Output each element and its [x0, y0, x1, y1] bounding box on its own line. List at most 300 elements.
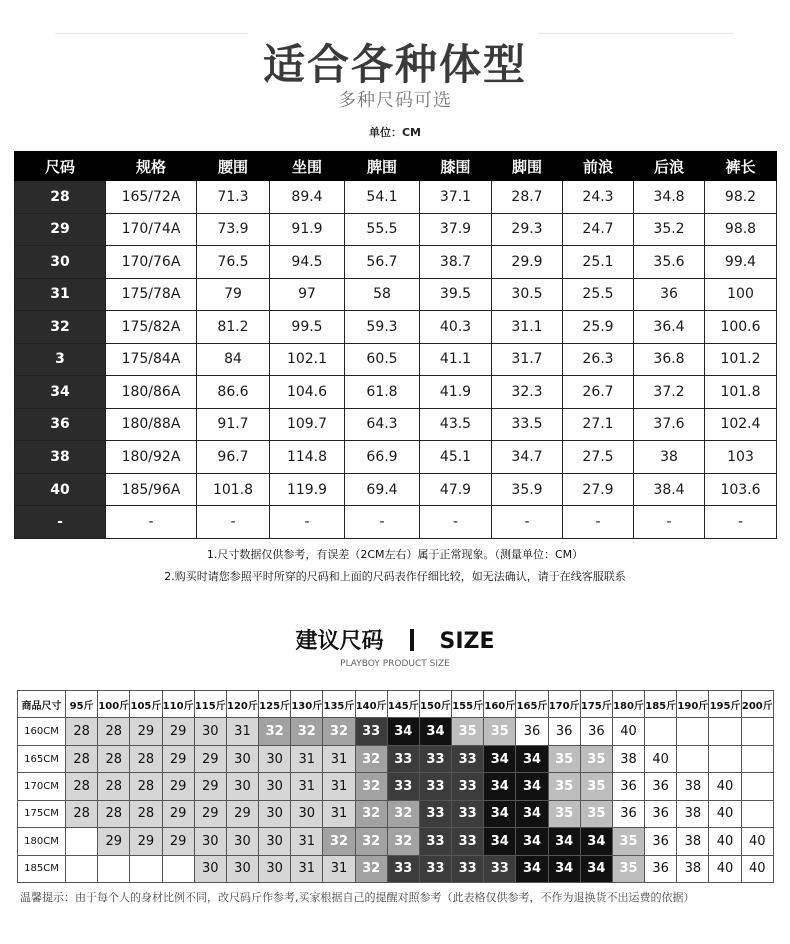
- recommend-cell: 33: [452, 773, 484, 800]
- recommend-cell: 33: [419, 773, 451, 800]
- measure-cell: 170/74A: [106, 213, 197, 246]
- recommend-cell: 29: [130, 718, 162, 745]
- measure-cell: 59.3: [345, 311, 420, 344]
- recommend-cell: 36: [612, 773, 644, 800]
- height-label: 175CM: [18, 800, 66, 827]
- recommend-cell: 36: [645, 773, 677, 800]
- measure-cell: 102.4: [705, 408, 777, 441]
- measure-cell: 180/88A: [106, 408, 197, 441]
- size-cell: 30: [15, 246, 106, 279]
- recommend-cell: 35: [452, 718, 484, 745]
- recommend-cell: 34: [484, 828, 516, 855]
- measure-cell: 101.2: [705, 343, 777, 376]
- recommend-cell: 40: [741, 855, 773, 882]
- measure-cell: 98.2: [705, 181, 777, 214]
- measure-cell: 104.6: [270, 376, 345, 409]
- measure-cell: 165/72A: [106, 181, 197, 214]
- measure-cell: 91.9: [270, 213, 345, 246]
- size-col-header: 膝围: [420, 152, 492, 181]
- recommend-title-en: SIZE: [439, 629, 495, 654]
- measure-cell: 103.6: [705, 473, 777, 506]
- weight-header: 95斤: [66, 691, 98, 718]
- measure-cell: 99.4: [705, 246, 777, 279]
- recommend-table: [17, 690, 774, 883]
- recommend-cell: 35: [580, 745, 612, 772]
- measure-cell: 100.6: [705, 311, 777, 344]
- recommend-cell: 32: [355, 800, 387, 827]
- weight-header: 110斤: [162, 691, 194, 718]
- weight-header: 130斤: [291, 691, 323, 718]
- recommend-cell: 32: [387, 828, 419, 855]
- measure-cell: 69.4: [345, 473, 420, 506]
- measure-cell: 37.9: [420, 213, 492, 246]
- weight-header: 195斤: [709, 691, 741, 718]
- measure-cell: 100: [705, 278, 777, 311]
- recommend-cell: 34: [387, 718, 419, 745]
- size-cell: 29: [15, 213, 106, 246]
- measure-cell: 114.8: [270, 441, 345, 474]
- measure-cell: 180/86A: [106, 376, 197, 409]
- recommend-cell: 28: [98, 773, 130, 800]
- recommend-cell: 34: [484, 745, 516, 772]
- recommend-cell: [677, 718, 709, 745]
- recommend-cell: 31: [323, 855, 355, 882]
- measure-cell: 27.1: [563, 408, 634, 441]
- recommend-cell: 33: [355, 718, 387, 745]
- measure-cell: 35.2: [634, 213, 705, 246]
- recommend-cell: 29: [194, 773, 226, 800]
- size-cell: 40: [15, 473, 106, 506]
- weight-header: 100斤: [98, 691, 130, 718]
- size-col-header: 尺码: [15, 152, 106, 181]
- recommend-cell: 36: [516, 718, 548, 745]
- recommend-cell: 40: [709, 828, 741, 855]
- table-row: [15, 278, 777, 311]
- recommend-cell: 38: [677, 800, 709, 827]
- recommend-cell: 28: [98, 745, 130, 772]
- recommend-cell: [677, 745, 709, 772]
- recommend-cell: 36: [645, 800, 677, 827]
- recommend-cell: 30: [259, 828, 291, 855]
- recommend-cell: 33: [452, 855, 484, 882]
- measure-cell: 61.8: [345, 376, 420, 409]
- recommend-cell: 32: [323, 718, 355, 745]
- recommend-cell: 33: [419, 855, 451, 882]
- note-1: 1.尺寸数据仅供参考，有误差（2CM左右）属于正常现象。（测量单位：CM）: [206, 548, 584, 561]
- recommend-title: [0, 624, 790, 655]
- measure-cell: 30.5: [492, 278, 563, 311]
- size-col-header: 前浪: [563, 152, 634, 181]
- recommend-cell: 35: [548, 800, 580, 827]
- measure-cell: 27.9: [563, 473, 634, 506]
- recommend-cell: 35: [548, 773, 580, 800]
- recommend-cell: 28: [66, 745, 98, 772]
- recommend-cell: 28: [130, 773, 162, 800]
- measure-cell: -: [705, 506, 777, 539]
- recommend-cell: 36: [548, 718, 580, 745]
- recommend-cell: 33: [419, 828, 451, 855]
- measure-cell: 37.6: [634, 408, 705, 441]
- measure-cell: 102.1: [270, 343, 345, 376]
- recommend-cell: 40: [612, 718, 644, 745]
- recommend-cell: 34: [484, 800, 516, 827]
- recommend-title-cn: 建议尺码: [295, 629, 384, 654]
- recommend-cell: 36: [580, 718, 612, 745]
- table-row: [15, 213, 777, 246]
- recommend-cell: 38: [677, 828, 709, 855]
- recommend-cell: 35: [612, 855, 644, 882]
- height-label: 165CM: [18, 745, 66, 772]
- measure-cell: 94.5: [270, 246, 345, 279]
- table-row: [15, 473, 777, 506]
- table-row: [18, 800, 774, 827]
- measure-cell: 185/96A: [106, 473, 197, 506]
- recommend-cell: 40: [645, 745, 677, 772]
- recommend-cell: 34: [516, 745, 548, 772]
- recommend-cell: 35: [484, 718, 516, 745]
- recommend-cell: 30: [194, 718, 226, 745]
- size-cell: 31: [15, 278, 106, 311]
- recommend-cell: 31: [291, 855, 323, 882]
- recommend-cell: 32: [291, 718, 323, 745]
- weight-header: 200斤: [741, 691, 773, 718]
- recommend-cell: 35: [580, 800, 612, 827]
- recommend-cell: 33: [419, 800, 451, 827]
- recommend-cell: 40: [709, 773, 741, 800]
- recommend-cell: 31: [323, 773, 355, 800]
- recommend-cell: 31: [291, 745, 323, 772]
- measure-cell: 24.7: [563, 213, 634, 246]
- measure-cell: -: [270, 506, 345, 539]
- recommend-cell: 31: [323, 745, 355, 772]
- weight-header: 115斤: [194, 691, 226, 718]
- measure-cell: 38: [634, 441, 705, 474]
- measure-cell: 66.9: [345, 441, 420, 474]
- measure-cell: 24.3: [563, 181, 634, 214]
- recommend-cell: 30: [194, 828, 226, 855]
- recommend-cell: 30: [226, 855, 258, 882]
- measure-cell: 76.5: [197, 246, 270, 279]
- table-row: [15, 376, 777, 409]
- table-row: [18, 773, 774, 800]
- recommend-cell: [741, 773, 773, 800]
- measure-cell: 86.6: [197, 376, 270, 409]
- measure-cell: 45.1: [420, 441, 492, 474]
- weight-header: 120斤: [226, 691, 258, 718]
- recommend-cell: 32: [355, 745, 387, 772]
- weight-header: 140斤: [355, 691, 387, 718]
- note-2: 2.购买时请您参照平时所穿的尺码和上面的尺码表作仔细比较，如无法确认，请于在线客服联系: [164, 570, 626, 583]
- recommend-cell: 30: [291, 800, 323, 827]
- size-cell: 32: [15, 311, 106, 344]
- recommend-cell: [741, 745, 773, 772]
- measure-cell: 54.1: [345, 181, 420, 214]
- recommend-cell: 31: [291, 828, 323, 855]
- measure-cell: 99.5: [270, 311, 345, 344]
- size-col-header: 坐围: [270, 152, 345, 181]
- measure-cell: 31.1: [492, 311, 563, 344]
- size-col-header: 脾围: [345, 152, 420, 181]
- recommend-cell: 34: [484, 773, 516, 800]
- measure-cell: 43.5: [420, 408, 492, 441]
- table-row: [15, 181, 777, 214]
- recommend-cell: 38: [677, 855, 709, 882]
- table-row: [15, 311, 777, 344]
- recommend-cell: 33: [452, 828, 484, 855]
- size-col-header: 腰围: [197, 152, 270, 181]
- recommend-cell: 33: [452, 800, 484, 827]
- recommend-cell: 36: [645, 828, 677, 855]
- recommend-cell: 34: [580, 855, 612, 882]
- recommend-cell: 28: [66, 773, 98, 800]
- measure-cell: 37.2: [634, 376, 705, 409]
- recommend-cell: 30: [259, 855, 291, 882]
- measure-cell: 71.3: [197, 181, 270, 214]
- recommend-cell: 32: [323, 828, 355, 855]
- recommend-cell: 28: [66, 718, 98, 745]
- measure-cell: 34.8: [634, 181, 705, 214]
- measure-cell: -: [420, 506, 492, 539]
- measure-cell: 175/82A: [106, 311, 197, 344]
- measure-cell: 34.7: [492, 441, 563, 474]
- measure-cell: 26.7: [563, 376, 634, 409]
- recommend-cell: 30: [259, 773, 291, 800]
- recommend-cell: 36: [645, 855, 677, 882]
- recommend-cell: [98, 855, 130, 882]
- weight-header: 180斤: [612, 691, 644, 718]
- recommend-cell: 29: [162, 800, 194, 827]
- recommend-cell: 34: [548, 855, 580, 882]
- recommend-cell: 35: [580, 773, 612, 800]
- recommend-cell: 40: [709, 855, 741, 882]
- recommend-cell: [709, 718, 741, 745]
- measure-cell: 89.4: [270, 181, 345, 214]
- weight-header: 125斤: [259, 691, 291, 718]
- height-label: 160CM: [18, 718, 66, 745]
- recommend-cell: [741, 718, 773, 745]
- measure-cell: 55.5: [345, 213, 420, 246]
- size-table: [14, 151, 777, 539]
- measure-cell: -: [492, 506, 563, 539]
- size-cell: 3: [15, 343, 106, 376]
- weight-header: 175斤: [580, 691, 612, 718]
- size-table-header: [15, 152, 777, 181]
- recommend-cell: 28: [130, 745, 162, 772]
- measure-cell: 81.2: [197, 311, 270, 344]
- recommend-cell: 38: [677, 773, 709, 800]
- page-title: 适合各种体型: [262, 40, 527, 89]
- table-row: [15, 441, 777, 474]
- measure-cell: 32.3: [492, 376, 563, 409]
- corner-label: 商品尺寸: [18, 691, 66, 718]
- size-cell: 34: [15, 376, 106, 409]
- recommend-cell: 35: [612, 828, 644, 855]
- recommend-cell: 35: [548, 745, 580, 772]
- weight-header: 190斤: [677, 691, 709, 718]
- table-row: [15, 408, 777, 441]
- measure-cell: 26.3: [563, 343, 634, 376]
- unit-label: 单位：CM: [368, 126, 422, 139]
- recommend-cell: 30: [194, 855, 226, 882]
- recommend-cell: 31: [291, 773, 323, 800]
- measure-cell: 109.7: [270, 408, 345, 441]
- measure-cell: 175/84A: [106, 343, 197, 376]
- recommend-cell: 34: [548, 828, 580, 855]
- measure-cell: 97: [270, 278, 345, 311]
- recommend-cell: 34: [516, 855, 548, 882]
- table-row: [18, 828, 774, 855]
- recommend-cell: [162, 855, 194, 882]
- measure-cell: 79: [197, 278, 270, 311]
- recommend-header-row: [18, 691, 774, 718]
- recommend-cell: 29: [194, 800, 226, 827]
- measure-cell: 56.7: [345, 246, 420, 279]
- recommend-cell: 40: [741, 828, 773, 855]
- measure-cell: -: [563, 506, 634, 539]
- recommend-cell: 31: [323, 800, 355, 827]
- measure-cell: 73.9: [197, 213, 270, 246]
- recommend-cell: 30: [226, 745, 258, 772]
- measure-cell: 36.4: [634, 311, 705, 344]
- measure-cell: -: [106, 506, 197, 539]
- size-cell: -: [15, 506, 106, 539]
- recommend-cell: 34: [419, 718, 451, 745]
- recommend-cell: [709, 745, 741, 772]
- measure-cell: 35.6: [634, 246, 705, 279]
- recommend-cell: 33: [387, 773, 419, 800]
- measure-cell: 25.9: [563, 311, 634, 344]
- recommend-cell: 32: [355, 855, 387, 882]
- measure-cell: 29.9: [492, 246, 563, 279]
- recommend-cell: 30: [226, 828, 258, 855]
- height-label: 170CM: [18, 773, 66, 800]
- measure-cell: 101.8: [705, 376, 777, 409]
- recommend-cell: 28: [98, 800, 130, 827]
- measure-cell: 60.5: [345, 343, 420, 376]
- recommend-cell: 28: [66, 800, 98, 827]
- measure-cell: 119.9: [270, 473, 345, 506]
- weight-header: 105斤: [130, 691, 162, 718]
- height-label: 185CM: [18, 855, 66, 882]
- table-row: [18, 718, 774, 745]
- measure-cell: 96.7: [197, 441, 270, 474]
- recommend-cell: 34: [516, 828, 548, 855]
- size-col-header: 裤长: [705, 152, 777, 181]
- measure-cell: 101.8: [197, 473, 270, 506]
- weight-header: 155斤: [452, 691, 484, 718]
- measure-cell: 103: [705, 441, 777, 474]
- recommend-cell: 29: [162, 718, 194, 745]
- measure-cell: 98.8: [705, 213, 777, 246]
- measure-cell: 91.7: [197, 408, 270, 441]
- recommend-cell: [741, 800, 773, 827]
- weight-header: 160斤: [484, 691, 516, 718]
- measure-cell: 170/76A: [106, 246, 197, 279]
- recommend-cell: 29: [130, 828, 162, 855]
- recommend-cell: 31: [226, 718, 258, 745]
- measure-cell: 25.5: [563, 278, 634, 311]
- measure-cell: 39.5: [420, 278, 492, 311]
- measure-cell: 84: [197, 343, 270, 376]
- recommend-cell: 32: [355, 828, 387, 855]
- recommend-cell: 29: [162, 745, 194, 772]
- footer-tip: 温馨提示：由于每个人的身材比例不同，改尺码斤作参考,买家根据自己的提醒对照参考（此表格仅供参考，不作为退换货不出运费的依据）: [20, 891, 695, 904]
- table-row: [15, 506, 777, 539]
- recommend-cell: [645, 718, 677, 745]
- recommend-cell: 34: [516, 773, 548, 800]
- table-row: [18, 855, 774, 882]
- measure-cell: 64.3: [345, 408, 420, 441]
- size-col-header: 规格: [106, 152, 197, 181]
- recommend-cell: 33: [452, 745, 484, 772]
- size-col-header: 后浪: [634, 152, 705, 181]
- recommend-cell: 28: [130, 800, 162, 827]
- weight-header: 185斤: [645, 691, 677, 718]
- recommend-cell: 30: [259, 800, 291, 827]
- measure-cell: 40.3: [420, 311, 492, 344]
- recommend-cell: 33: [387, 855, 419, 882]
- recommend-cell: 33: [387, 745, 419, 772]
- page-subtitle: 多种尺码可选: [338, 90, 452, 111]
- measure-cell: 35.9: [492, 473, 563, 506]
- table-row: [18, 745, 774, 772]
- measure-cell: 36.8: [634, 343, 705, 376]
- size-col-header: 脚围: [492, 152, 563, 181]
- measure-cell: 27.5: [563, 441, 634, 474]
- weight-header: 170斤: [548, 691, 580, 718]
- recommend-cell: 30: [259, 745, 291, 772]
- recommend-cell: 29: [162, 773, 194, 800]
- size-cell: 28: [15, 181, 106, 214]
- recommend-cell: [66, 855, 98, 882]
- size-cell: 36: [15, 408, 106, 441]
- recommend-cell: 28: [98, 718, 130, 745]
- title-separator: [410, 629, 414, 651]
- recommend-cell: 36: [612, 800, 644, 827]
- recommend-cell: 32: [259, 718, 291, 745]
- recommend-cell: 29: [226, 800, 258, 827]
- weight-header: 165斤: [516, 691, 548, 718]
- measure-cell: 36: [634, 278, 705, 311]
- size-cell: 38: [15, 441, 106, 474]
- measure-cell: 47.9: [420, 473, 492, 506]
- recommend-cell: 33: [484, 855, 516, 882]
- recommend-cell: 40: [709, 800, 741, 827]
- recommend-cell: 29: [162, 828, 194, 855]
- recommend-cell: 30: [226, 773, 258, 800]
- recommend-cell: 34: [516, 800, 548, 827]
- recommend-cell: 29: [194, 745, 226, 772]
- measure-cell: 38.7: [420, 246, 492, 279]
- recommend-cell: 33: [419, 745, 451, 772]
- weight-header: 135斤: [323, 691, 355, 718]
- measure-cell: 41.9: [420, 376, 492, 409]
- recommend-cell: 32: [387, 800, 419, 827]
- height-label: 180CM: [18, 828, 66, 855]
- recommend-cell: 32: [355, 773, 387, 800]
- measure-cell: 180/92A: [106, 441, 197, 474]
- measure-cell: 28.7: [492, 181, 563, 214]
- table-row: [15, 246, 777, 279]
- recommend-cell: 38: [612, 745, 644, 772]
- measure-cell: -: [345, 506, 420, 539]
- measure-cell: -: [197, 506, 270, 539]
- measure-cell: 37.1: [420, 181, 492, 214]
- measure-cell: 25.1: [563, 246, 634, 279]
- table-row: [15, 343, 777, 376]
- measure-cell: 58: [345, 278, 420, 311]
- measure-cell: 41.1: [420, 343, 492, 376]
